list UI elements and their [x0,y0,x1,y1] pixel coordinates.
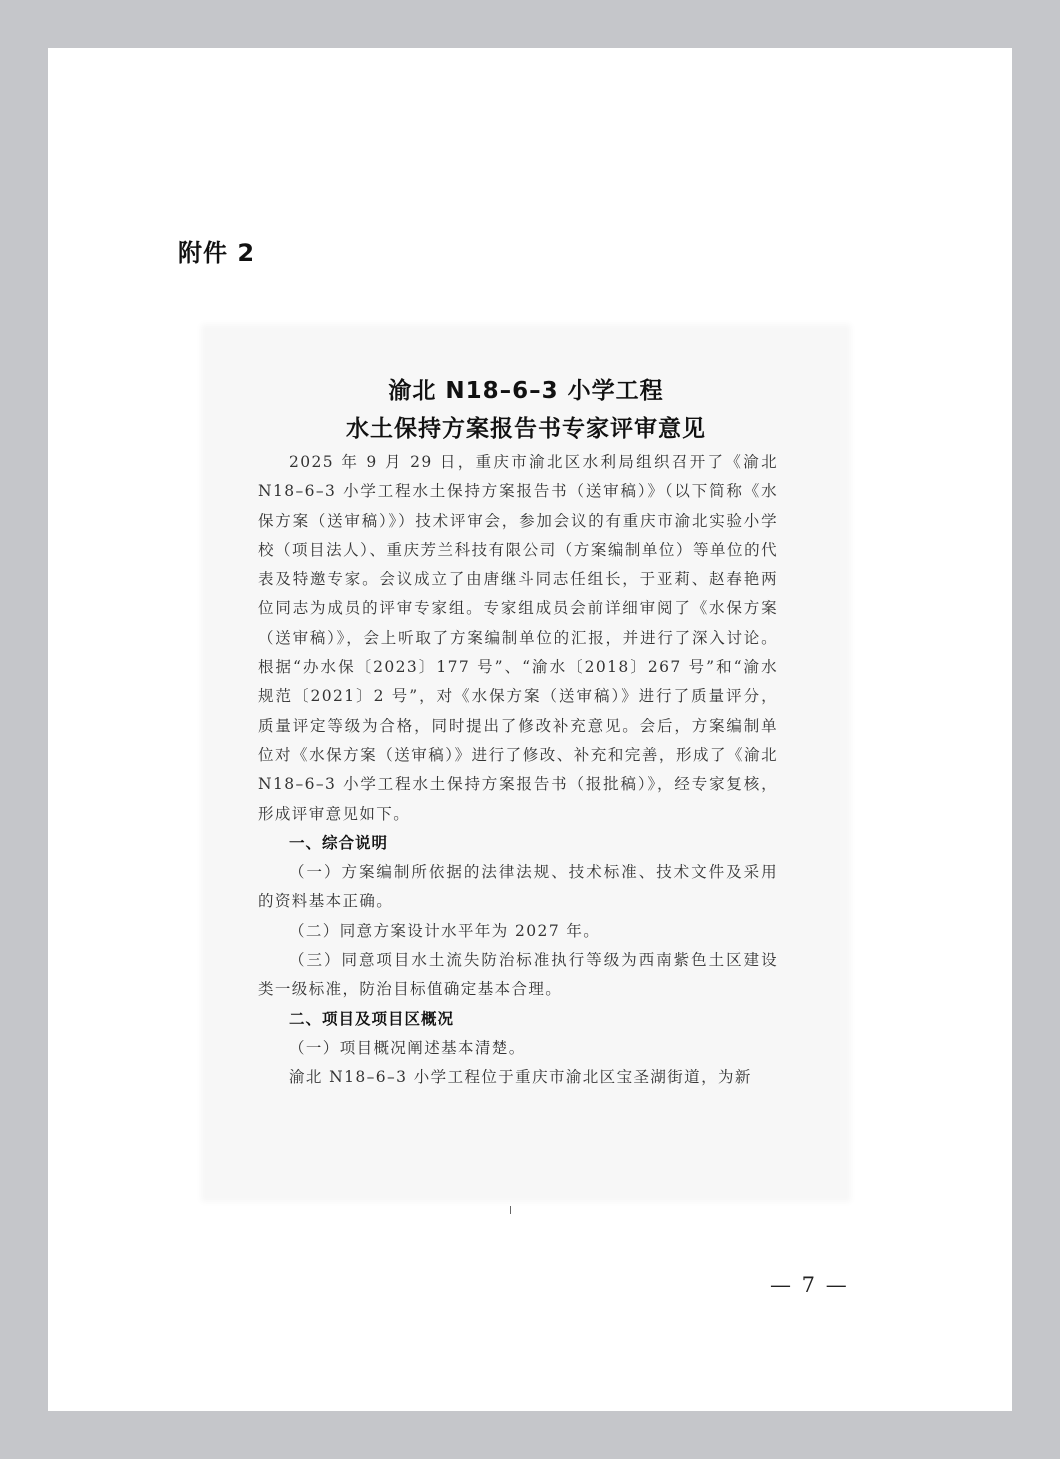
document-page [48,48,1012,1411]
paragraph-2-1: （一）项目概况阐述基本清楚。 [289,1038,526,1057]
document-title-line2: 水土保持方案报告书专家评审意见 [346,416,706,442]
section-heading-2: 二、项目及项目区概况 [289,1009,455,1028]
paragraph-2-2: 渝北 N18–6–3 小学工程位于重庆市渝北区宝圣湖街道，为新 [289,1068,752,1087]
attachment-label: 附件 2 [178,239,256,267]
page-number: — 7 — [770,1273,849,1297]
paragraph-1-2: （二）同意方案设计水平年为 2027 年。 [289,921,601,940]
paragraph-1-1: （一）方案编制所依据的法律法规、技术标准、技术文件及采用的资料基本正确。 [258,863,778,911]
paragraph-1-3: （三）同意项目水土流失防治标准执行等级为西南紫色土区建设类一级标准，防治目标值确定基本合理。 [258,951,778,999]
intro-paragraph: 2025 年 9 月 29 日，重庆市渝北区水利局组织召开了《渝北 N18–6–3 小学工程水土保持方案报告书（送审稿）》（以下简称《水保方案（送审稿）》）技术评审会，参加会议的有重庆市渝北实验小学校（项目法人）、重庆芳兰科技有限公司（方案编制单位）等单位的代表及特邀专家。会议成立了由唐继斗同志任组长，于亚莉、赵春艳两位同志为成员的评审专家组。专家组成员会前详细审阅了《水保方案（送审稿）》，会上听取了方案编制单位的汇报，并进行了深入讨论。根据“办水保〔2023〕177 号”、“渝水〔2018〕267 号”和“渝水规范〔2021〕2 号”，对《水保方案（送审稿）》进行了质量评分，质量评定等级为合格，同时提出了修改补充意见。会后，方案编制单位对《水保方案（送审稿）》进行了修改、补充和完善，形成了《渝北 N18–6–3 小学工程水土保持方案报告书（报批稿）》，经专家复核，形成评审意见如下。 [258,453,778,823]
scan-mark [510,1206,511,1214]
scanned-document [205,328,847,1198]
section-heading-1: 一、综合说明 [289,833,389,852]
document-body [258,448,778,1093]
document-title-line1: 渝北 N18–6–3 小学工程 [388,378,664,404]
